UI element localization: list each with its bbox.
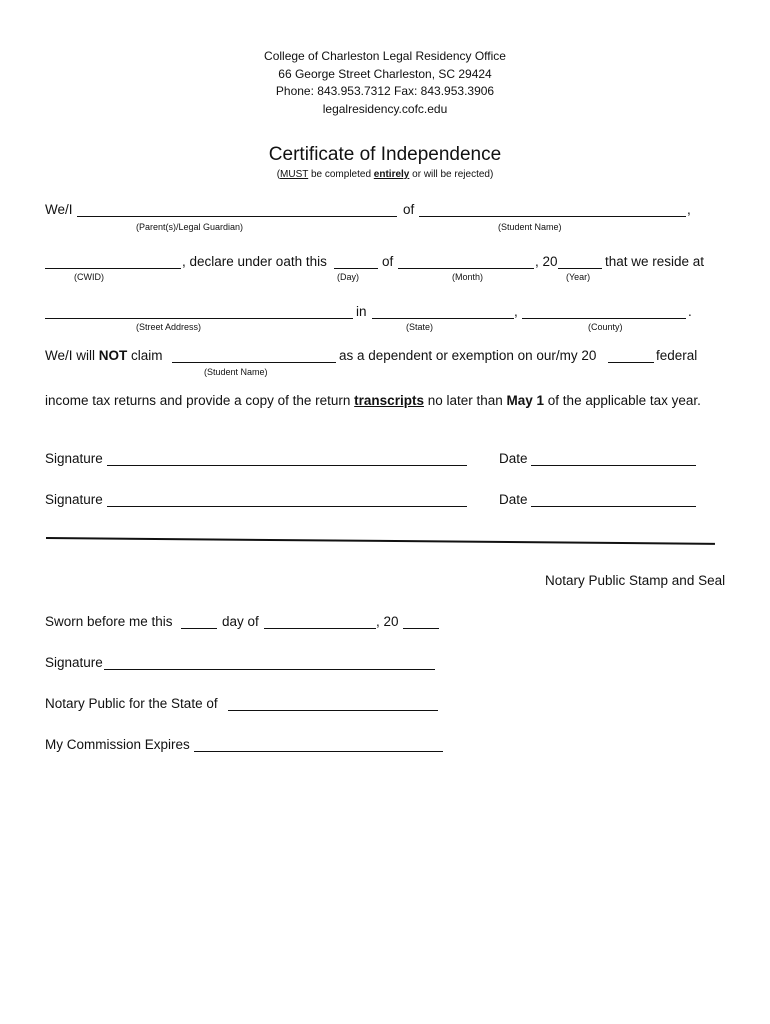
not-emphasis: NOT bbox=[98, 348, 128, 363]
will-not-claim-text bbox=[45, 348, 163, 363]
commission-expires-field[interactable] bbox=[194, 751, 443, 752]
sworn-year-field[interactable] bbox=[403, 628, 439, 629]
signature-field-1[interactable] bbox=[107, 465, 467, 466]
month-field[interactable] bbox=[398, 268, 534, 269]
day-caption: (Day) bbox=[337, 272, 359, 282]
row2-of: of bbox=[382, 254, 394, 269]
date-label-2: Date bbox=[499, 492, 528, 507]
state-caption: (State) bbox=[406, 322, 434, 332]
rest-text: of the applicable tax year. bbox=[544, 393, 701, 408]
street-caption: (Street Address) bbox=[136, 322, 202, 332]
may1-emphasis: May 1 bbox=[506, 393, 545, 408]
note-must: MUST bbox=[280, 169, 309, 180]
student-name-caption: (Student Name) bbox=[498, 222, 562, 232]
signature-field-2[interactable] bbox=[107, 506, 467, 507]
page-title: Certificate of Independence bbox=[268, 144, 502, 165]
signature-label-2: Signature bbox=[45, 492, 103, 507]
sworn-twenty: , 20 bbox=[376, 614, 399, 629]
year-field[interactable] bbox=[558, 268, 602, 269]
notary-stamp-label: Notary Public Stamp and Seal bbox=[545, 573, 726, 588]
notary-state-field[interactable] bbox=[228, 710, 438, 711]
parent-guardian-caption: (Parent(s)/Legal Guardian) bbox=[136, 222, 244, 232]
cwid-caption: (CWID) bbox=[74, 272, 104, 282]
row3-period: . bbox=[688, 304, 692, 319]
income-tax-statement bbox=[45, 393, 701, 408]
office-name: College of Charleston Legal Residency Office bbox=[264, 49, 506, 63]
student-name-field[interactable] bbox=[419, 216, 686, 217]
sworn-month-field[interactable] bbox=[264, 628, 376, 629]
we-i-label: We/I bbox=[45, 202, 73, 217]
note-entirely: entirely bbox=[373, 169, 410, 180]
year-caption: (Year) bbox=[566, 272, 591, 282]
in-label: in bbox=[356, 304, 367, 319]
no-later-text: no later than bbox=[423, 393, 507, 408]
section-divider bbox=[46, 537, 715, 545]
of-label: of bbox=[403, 202, 415, 217]
date-field-2[interactable] bbox=[531, 506, 696, 507]
transcripts-emphasis: transcripts bbox=[354, 393, 424, 408]
claim-word: claim bbox=[127, 348, 163, 363]
federal-text: federal bbox=[656, 348, 698, 363]
county-field[interactable] bbox=[522, 318, 686, 319]
cwid-field[interactable] bbox=[45, 268, 181, 269]
sworn-label: Sworn before me this bbox=[45, 614, 173, 629]
office-phone: Phone: 843.953.7312 Fax: 843.953.3906 bbox=[275, 84, 495, 98]
parent-name-field[interactable] bbox=[77, 216, 397, 217]
notary-signature-label: Signature bbox=[45, 655, 103, 670]
office-website: legalresidency.cofc.edu bbox=[322, 101, 448, 116]
state-field[interactable] bbox=[372, 318, 514, 319]
office-address: 66 George Street Charleston, SC 29424 bbox=[278, 66, 492, 81]
row3-comma: , bbox=[514, 304, 518, 319]
date-field-1[interactable] bbox=[531, 465, 696, 466]
sworn-day-field[interactable] bbox=[181, 628, 217, 629]
month-caption: (Month) bbox=[452, 272, 484, 282]
note-close: or will be rejected) bbox=[409, 169, 494, 180]
date-label-1: Date bbox=[499, 451, 528, 466]
note-open: ( bbox=[276, 169, 281, 180]
reside-text: that we reside at bbox=[605, 254, 705, 269]
row2-twenty: , 20 bbox=[535, 254, 558, 269]
commission-expires-label: My Commission Expires bbox=[45, 737, 190, 752]
note-mid: be completed bbox=[308, 169, 374, 180]
tax-year-field[interactable] bbox=[608, 362, 654, 363]
declare-text: , declare under oath this bbox=[182, 254, 327, 269]
claim-student-caption: (Student Name) bbox=[204, 367, 268, 377]
county-caption: (County) bbox=[588, 322, 623, 332]
day-field[interactable] bbox=[334, 268, 378, 269]
day-of-label: day of bbox=[222, 614, 259, 629]
income-text: income tax returns and provide a copy of the return bbox=[45, 393, 355, 408]
row1-comma: , bbox=[687, 202, 691, 217]
signature-label-1: Signature bbox=[45, 451, 103, 466]
we-i-will: We/I will bbox=[45, 348, 99, 363]
notary-state-label: Notary Public for the State of bbox=[45, 696, 218, 711]
completion-note bbox=[0, 169, 770, 180]
dependent-text: as a dependent or exemption on our/my 20 bbox=[339, 348, 597, 363]
claim-student-name-field[interactable] bbox=[172, 362, 336, 363]
notary-signature-field[interactable] bbox=[104, 669, 435, 670]
street-address-field[interactable] bbox=[45, 318, 353, 319]
